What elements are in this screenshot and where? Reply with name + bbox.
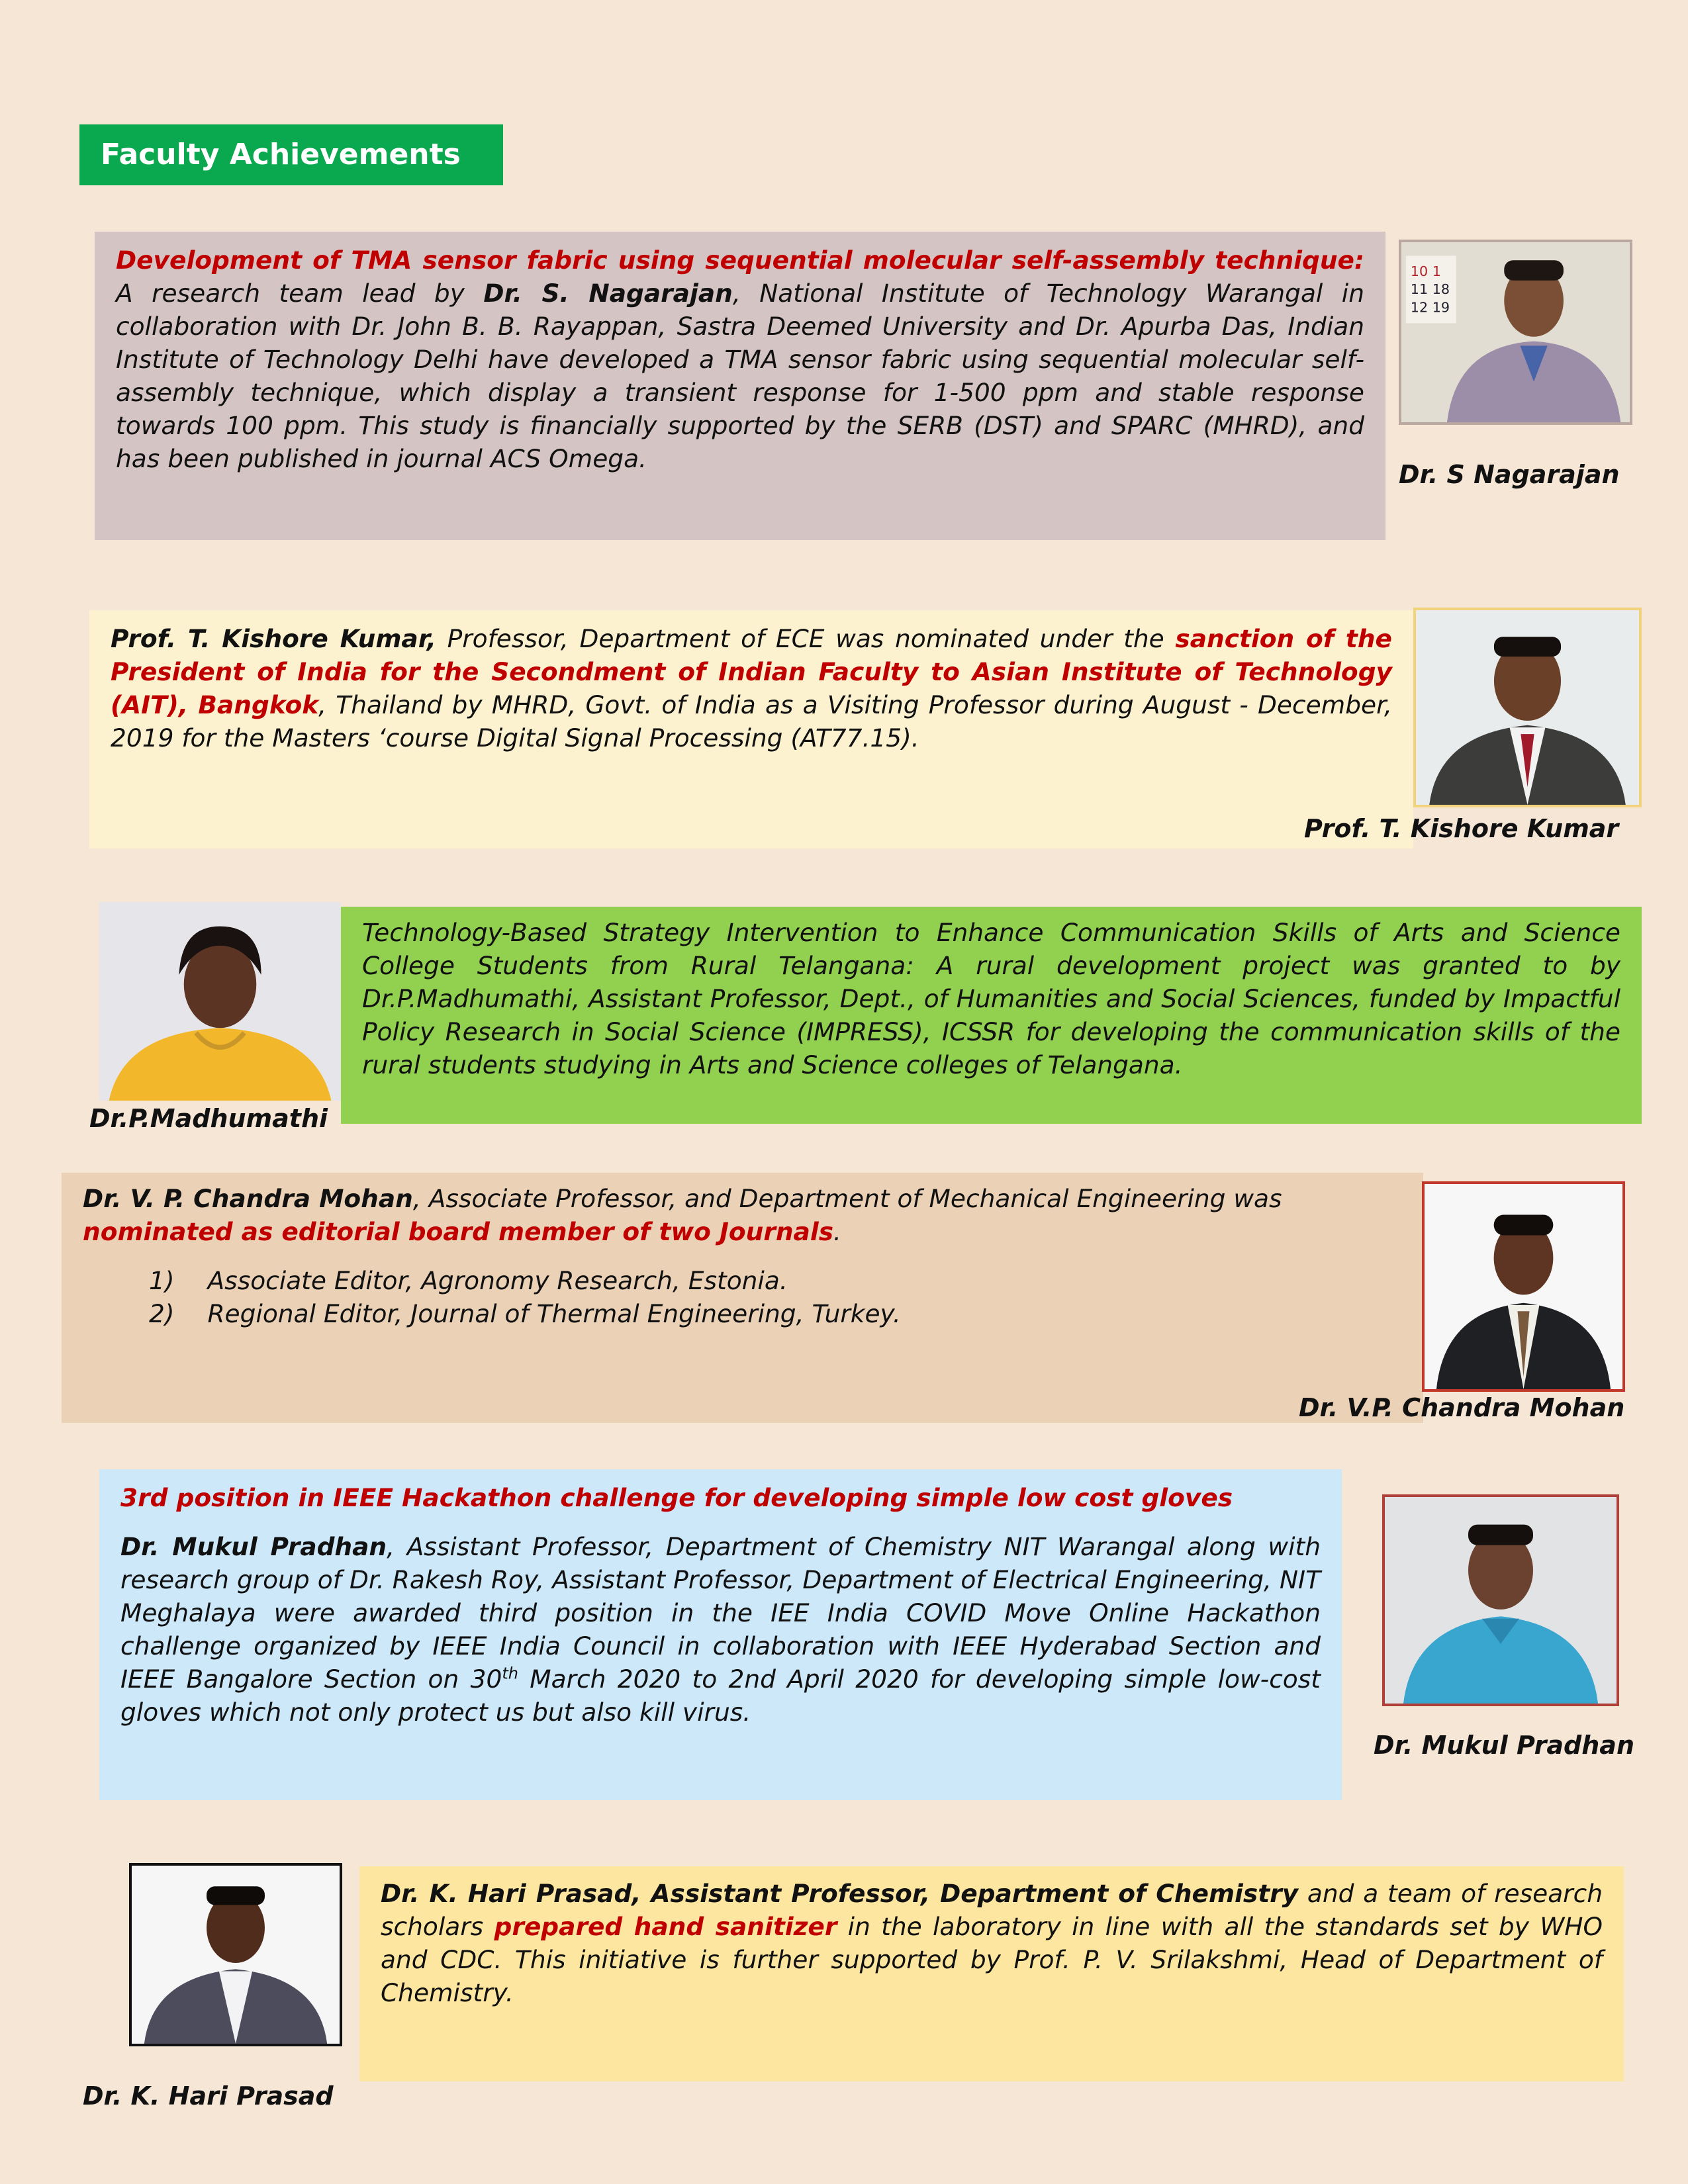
achievement-text: and a team of research scholars: [381, 1879, 1603, 1941]
achievement-highlight: prepared hand sanitizer: [494, 1912, 837, 1941]
list-number: 2): [149, 1299, 175, 1328]
caption-chandra-mohan: Dr. V.P. Chandra Mohan: [1299, 1393, 1625, 1422]
list-item: [83, 1297, 1402, 1330]
svg-text:12 19: 12 19: [1410, 299, 1450, 316]
achievement-card-mukul-pradhan: [99, 1469, 1342, 1800]
achievement-highlight: nominated as editorial board member of two Journals: [83, 1217, 834, 1246]
achievement-text: .: [833, 1217, 841, 1246]
faculty-name: Dr. Mukul Pradhan: [120, 1532, 387, 1561]
achievement-card-chandra-mohan: [62, 1173, 1423, 1423]
caption-hari-prasad: Dr. K. Hari Prasad: [83, 2081, 334, 2111]
photo-madhumathi: [99, 902, 341, 1101]
list-item: [83, 1264, 1402, 1297]
faculty-name: Prof. T. Kishore Kumar,: [111, 624, 436, 653]
achievement-card-kishore-kumar: [89, 610, 1413, 848]
achievement-text: Technology-Based Strategy Intervention to Enhance Communication Skills of Arts and Science College Students from Rural Telangana: A rural development project was granted to by Dr.P.Madhumathi, Assistant Professor, Dept., of Humanities and Social Sciences, funded by Impactful Policy Research in Social Science (IMPRESS), ICSSR for developing the communication skills of the rural students studying in Arts and Science colleges of Telangana.: [362, 918, 1620, 1079]
achievement-card-madhumathi: [341, 907, 1642, 1124]
achievement-text: , Thailand by MHRD, Govt. of India as a Visiting Professor during August - December, 2019 for the Masters ‘course Digital Signal Processing (AT77.15).: [111, 690, 1392, 752]
photo-chandra-mohan: [1422, 1181, 1625, 1392]
caption-nagarajan: Dr. S Nagarajan: [1399, 460, 1620, 489]
achievement-card-nagarajan: [95, 232, 1385, 540]
faculty-name: Dr. V. P. Chandra Mohan: [83, 1184, 413, 1213]
achievement-highlight: 3rd position in IEEE Hackathon challenge for developing simple low cost gloves: [120, 1483, 1233, 1512]
achievement-highlight: sanction of the President of India for the Secondment of Indian Faculty to Asian Institute of Technology (AIT), Bangkok: [111, 624, 1392, 719]
achievement-text: , National Institute of Technology Warangal in collaboration with Dr. John B. B. Rayappan, Sastra Deemed University and Dr. Apurba Das, Indian Institute of Technology Delhi have developed a TMA sensor fabric using sequential molecular self-assembly technique, which display a transient response for 1-500 ppm and stable response towards 100 ppm. This study is financially supported by the SERB (DST) and SPARC (MHRD), and has been published in journal ACS Omega.: [116, 279, 1364, 473]
photo-nagarajan: [1399, 240, 1632, 425]
achievement-text: Professor, Department of ECE was nominated under the: [436, 624, 1176, 653]
achievement-text: in the laboratory in line with all the standards set by WHO and CDC. This initiative is further supported by Prof. P. V. Srilakshmi, Head of Department of Chemistry.: [381, 1912, 1603, 2007]
achievement-text: , Assistant Professor, Department of Chemistry NIT Warangal along with research group of Dr. Rakesh Roy, Assistant Professor, Department of Electrical Engineering, NIT Meghalaya were awarded third position in the IEE India COVID Move Online Hackathon challenge organized by IEEE India Council in collaboration with IEEE Hyderabad Section and IEEE Bangalore Section on 30: [120, 1532, 1321, 1694]
svg-text:10 1: 10 1: [1410, 263, 1441, 279]
caption-madhumathi: Dr.P.Madhumathi: [89, 1104, 328, 1133]
faculty-name: Dr. S. Nagarajan: [483, 279, 733, 308]
caption-mukul-pradhan: Dr. Mukul Pradhan: [1374, 1731, 1634, 1760]
faculty-name: Dr. K. Hari Prasad, Assistant Professor, Department of Chemistry: [381, 1879, 1299, 1908]
list-text: Regional Editor, Journal of Thermal Engineering, Turkey.: [207, 1299, 901, 1328]
section-heading: Faculty Achievements: [79, 124, 503, 185]
superscript: th: [502, 1664, 518, 1683]
list-text: Associate Editor, Agronomy Research, Estonia.: [207, 1266, 788, 1295]
achievement-highlight: Development of TMA sensor fabric using sequential molecular self-assembly technique:: [116, 246, 1364, 275]
achievement-paragraph: [120, 1530, 1321, 1729]
list-number: 1): [149, 1266, 175, 1295]
achievement-card-hari-prasad: [359, 1866, 1624, 2081]
svg-text:11 18: 11 18: [1410, 281, 1450, 298]
photo-mukul-pradhan: [1382, 1494, 1619, 1706]
achievement-text: March 2020 to 2nd April 2020 for developing simple low-cost gloves which not only protect us but also kill virus.: [120, 1664, 1321, 1727]
photo-hari-prasad: [129, 1863, 342, 2046]
achievement-text: A research team lead by: [116, 279, 484, 308]
journal-list: [83, 1264, 1402, 1330]
caption-kishore-kumar: Prof. T. Kishore Kumar: [1304, 814, 1619, 843]
photo-kishore-kumar: [1413, 608, 1642, 807]
achievement-text: , Associate Professor, and Department of Mechanical Engineering was: [412, 1184, 1282, 1213]
